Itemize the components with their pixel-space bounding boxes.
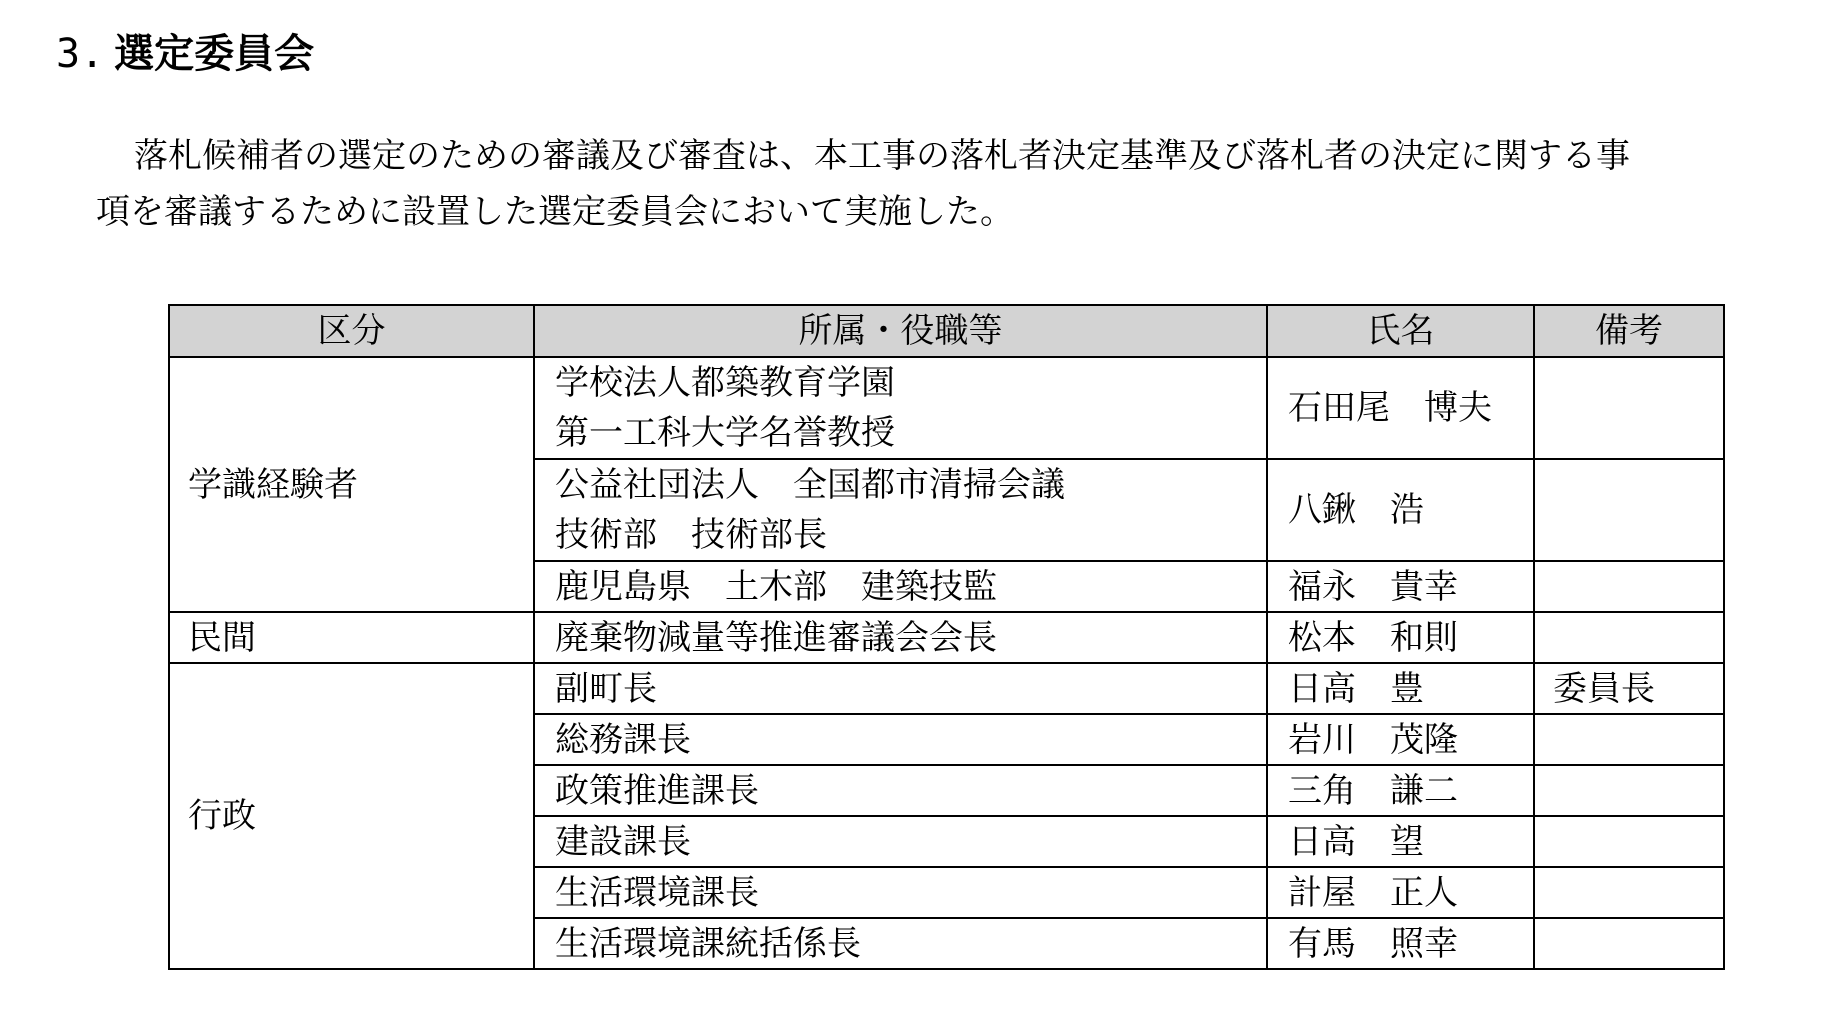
section-heading bbox=[56, 28, 314, 80]
remarks-cell bbox=[1534, 867, 1724, 918]
affiliation-line: 第一工科大学名誉教授 bbox=[555, 413, 895, 453]
affiliation-cell: 建設課長 bbox=[534, 816, 1267, 867]
remarks-cell bbox=[1534, 816, 1724, 867]
table-row bbox=[169, 663, 1724, 714]
header-affiliation: 所属・役職等 bbox=[534, 305, 1267, 357]
header-remarks: 備考 bbox=[1534, 305, 1724, 357]
header-category: 区分 bbox=[169, 305, 534, 357]
category-cell-administration: 行政 bbox=[169, 663, 534, 969]
name-cell: 福永 貴幸 bbox=[1267, 561, 1534, 612]
affiliation-cell: 政策推進課長 bbox=[534, 765, 1267, 816]
name-cell: 日高 豊 bbox=[1267, 663, 1534, 714]
name-cell: 松本 和則 bbox=[1267, 612, 1534, 663]
affiliation-cell: 廃棄物減量等推進審議会会長 bbox=[534, 612, 1267, 663]
affiliation-line: 技術部 技術部長 bbox=[555, 515, 827, 555]
affiliation-cell: 生活環境課長 bbox=[534, 867, 1267, 918]
header-name: 氏名 bbox=[1267, 305, 1534, 357]
remarks-cell bbox=[1534, 918, 1724, 969]
name-cell: 日高 望 bbox=[1267, 816, 1534, 867]
name-cell: 三角 謙二 bbox=[1267, 765, 1534, 816]
name-cell: 有馬 照幸 bbox=[1267, 918, 1534, 969]
remarks-cell bbox=[1534, 765, 1724, 816]
section-title: 選定委員会 bbox=[114, 31, 315, 77]
name-cell: 岩川 茂隆 bbox=[1267, 714, 1534, 765]
category-cell-academic: 学識経験者 bbox=[169, 357, 534, 612]
affiliation-cell: 副町長 bbox=[534, 663, 1267, 714]
category-cell-private: 民間 bbox=[169, 612, 534, 663]
affiliation-line: 公益社団法人 全国都市清掃会議 bbox=[555, 465, 1065, 505]
name-cell: 石田尾 博夫 bbox=[1267, 357, 1534, 459]
name-cell: 八鍬 浩 bbox=[1267, 459, 1534, 561]
remarks-cell: 委員長 bbox=[1534, 663, 1724, 714]
affiliation-cell bbox=[534, 459, 1267, 561]
remarks-cell bbox=[1534, 459, 1724, 561]
affiliation-cell: 総務課長 bbox=[534, 714, 1267, 765]
affiliation-cell: 鹿児島県 土木部 建築技監 bbox=[534, 561, 1267, 612]
remarks-cell bbox=[1534, 714, 1724, 765]
affiliation-cell bbox=[534, 357, 1267, 459]
table-header-row bbox=[169, 305, 1724, 357]
remarks-cell bbox=[1534, 612, 1724, 663]
table-row bbox=[169, 357, 1724, 459]
affiliation-cell: 生活環境課統括係長 bbox=[534, 918, 1267, 969]
affiliation-line: 学校法人都築教育学園 bbox=[555, 363, 895, 403]
name-cell: 計屋 正人 bbox=[1267, 867, 1534, 918]
remarks-cell bbox=[1534, 357, 1724, 459]
paragraph-line-1: 落札候補者の選定のための審議及び審査は、本工事の落札者決定基準及び落札者の決定に関する事 bbox=[134, 136, 1630, 176]
committee-members-table bbox=[168, 304, 1725, 970]
section-number: 3. bbox=[56, 31, 105, 77]
intro-paragraph bbox=[96, 128, 1835, 240]
table-row bbox=[169, 612, 1724, 663]
remarks-cell bbox=[1534, 561, 1724, 612]
paragraph-line-2: 項を審議するために設置した選定委員会において実施した。 bbox=[96, 192, 1014, 232]
